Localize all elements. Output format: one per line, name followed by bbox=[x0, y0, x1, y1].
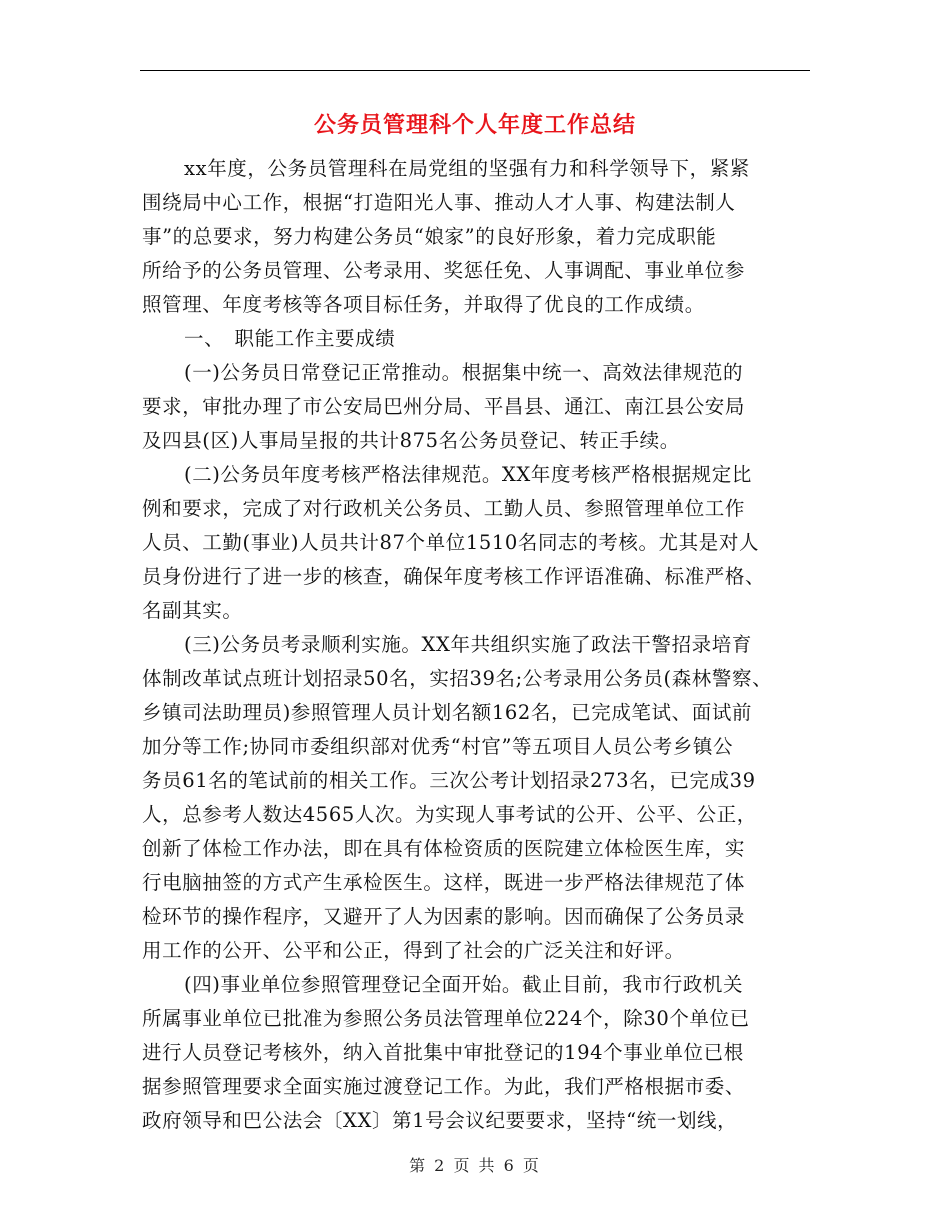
body-line: 创新了体检工作办法，即在具有体检资质的医院建立体检医生库，实 bbox=[142, 837, 746, 860]
body-line: 务员61名的笔试前的相关工作。三次公考计划招录273名，已完成39 bbox=[142, 769, 756, 792]
body-line: 员身份进行了进一步的核查，确保年度考核工作评语准确、标准严格、 bbox=[142, 565, 766, 588]
body-line: 体制改革试点班计划招录50名，实招39名;公考录用公务员(森林警察、 bbox=[142, 667, 773, 690]
page-footer: 第 2 页 共 6 页 bbox=[409, 1156, 541, 1175]
body-line: 人，总参考人数达4565人次。为实现人事考试的公开、公平、公正， bbox=[142, 803, 757, 826]
body-line: 政府领导和巴公法会〔XX〕第1号会议纪要要求，坚持“统一划线， bbox=[142, 1109, 738, 1132]
body-line: 用工作的公开、公平和公正，得到了社会的广泛关注和好评。 bbox=[142, 939, 685, 962]
body-line: 要求，审批办理了市公安局巴州分局、平昌县、通江、南江县公安局 bbox=[142, 395, 746, 418]
body-line: 人员、工勤(事业)人员共计87个单位1510名同志的考核。尤其是对人 bbox=[142, 531, 760, 554]
body-line: (一)公务员日常登记正常推动。根据集中统一、高效法律规范的 bbox=[184, 361, 744, 384]
body-line: 围绕局中心工作，根据“打造阳光人事、推动人才人事、构建法制人 bbox=[142, 191, 736, 214]
body-line: 一、 职能工作主要成绩 bbox=[184, 327, 396, 350]
body-line: (四)事业单位参照管理登记全面开始。截止目前，我市行政机关 bbox=[184, 973, 744, 996]
body-line: (二)公务员年度考核严格法律规范。XX年度考核严格根据规定比 bbox=[184, 463, 752, 486]
body-line: xx年度，公务员管理科在局党组的坚强有力和科学领导下，紧紧 bbox=[184, 157, 750, 180]
body-line: 及四县(区)人事局呈报的共计875名公务员登记、转正手续。 bbox=[142, 429, 680, 452]
body-line: 加分等工作;协同市委组织部对优秀“村官”等五项目人员公考乡镇公 bbox=[142, 735, 734, 758]
body-line: 事”的总要求，努力构建公务员“娘家”的良好形象，着力完成职能 bbox=[142, 225, 717, 248]
body-line: 检环节的操作程序，又避开了人为因素的影响。因而确保了公务员录 bbox=[142, 905, 746, 928]
header-rule bbox=[140, 70, 810, 71]
body-line: 所属事业单位已批准为参照公务员法管理单位224个，除30个单位已 bbox=[142, 1007, 750, 1030]
document-body bbox=[142, 152, 812, 1138]
body-line: 名副其实。 bbox=[142, 599, 243, 622]
body-line: 据参照管理要求全面实施过渡登记工作。为此，我们严格根据市委、 bbox=[142, 1075, 746, 1098]
body-line: 乡镇司法助理员)参照管理人员计划名额162名，已完成笔试、面试前 bbox=[142, 701, 753, 724]
body-line: 照管理、年度考核等各项目标任务，并取得了优良的工作成绩。 bbox=[142, 293, 705, 316]
document-title: 公务员管理科个人年度工作总结 bbox=[313, 113, 636, 138]
body-line: (三)公务员考录顺利实施。XX年共组织实施了政法干警招录培育 bbox=[184, 633, 752, 656]
body-line: 行电脑抽签的方式产生承检医生。这样，既进一步严格法律规范了体 bbox=[142, 871, 746, 894]
body-line: 例和要求，完成了对行政机关公务员、工勤人员、参照管理单位工作 bbox=[142, 497, 746, 520]
body-line: 所给予的公务员管理、公考录用、奖惩任免、人事调配、事业单位参 bbox=[142, 259, 746, 282]
body-line: 进行人员登记考核外，纳入首批集中审批登记的194个事业单位已根 bbox=[142, 1041, 744, 1064]
